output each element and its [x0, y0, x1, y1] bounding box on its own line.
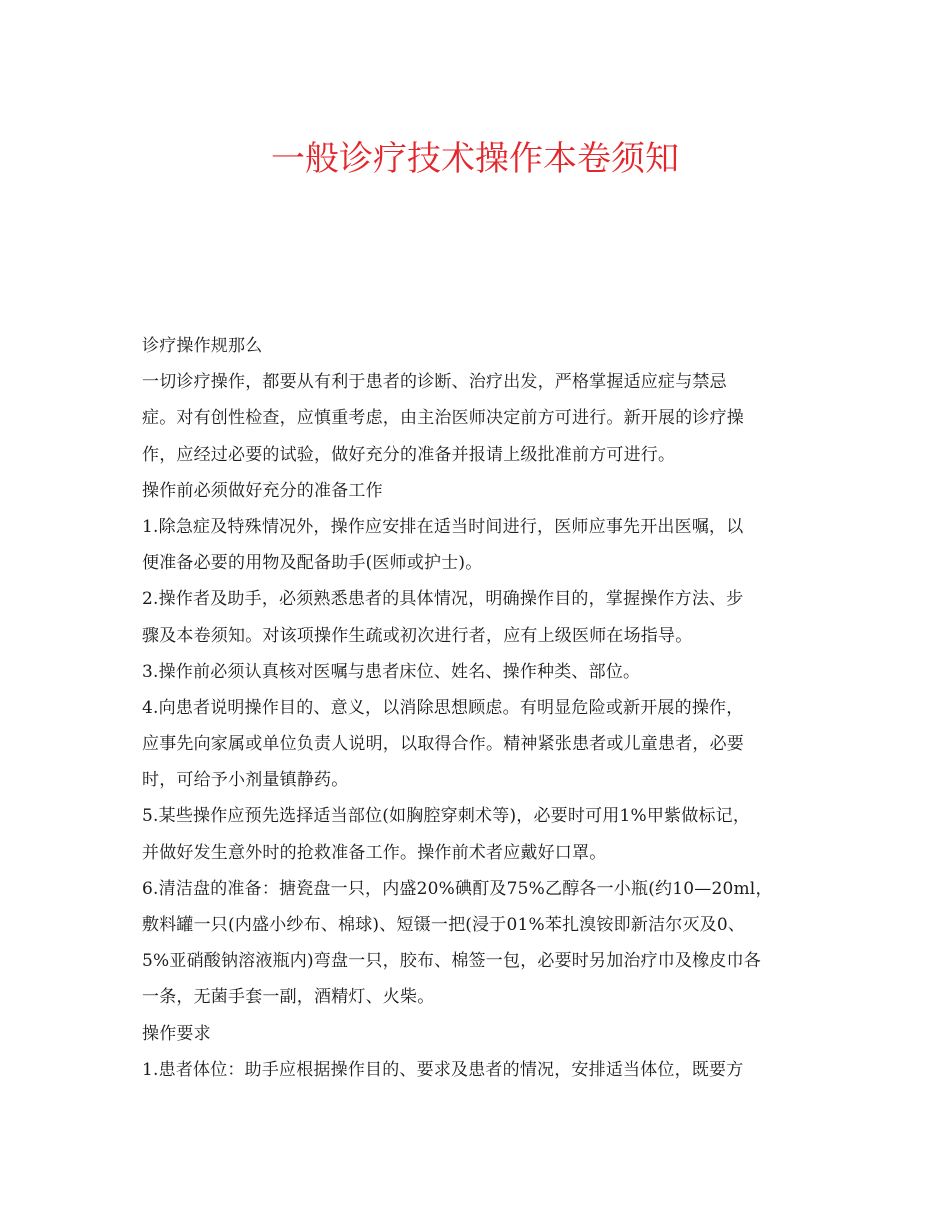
body-line: 2.操作者及助手，必须熟悉患者的具体情况，明确操作目的，掌握操作方法、步: [142, 589, 744, 610]
document-body: [142, 328, 812, 1088]
body-line: 诊疗操作规那么: [142, 336, 263, 356]
body-line: 4.向患者说明操作目的、意义，以消除思想顾虑。有明显危险或新开展的操作，: [142, 697, 744, 718]
body-line: 6.清洁盘的准备：搪瓷盘一只，内盛20%碘酊及75%乙醇各一小瓶(约10—20ml，: [142, 878, 773, 899]
body-line: 便准备必要的用物及配备助手(医师或护士)。: [142, 553, 483, 574]
body-line: 5.某些操作应预先选择适当部位(如胸腔穿刺术等)，必要时可用1%甲紫做标记，: [142, 806, 751, 827]
body-line: 敷料罐一只(内盛小纱布、棉球)、短镊一把(浸于01%苯扎溴铵即新洁尔灭及0、: [142, 915, 746, 935]
body-line: 症。对有创性检查，应慎重考虑，由主治医师决定前方可进行。新开展的诊疗操: [142, 408, 744, 429]
body-line: 操作要求: [142, 1023, 211, 1044]
body-line: 时，可给予小剂量镇静药。: [142, 770, 349, 791]
body-line: 操作前必须做好充分的准备工作: [142, 480, 383, 501]
body-line: 3.操作前必须认真核对医嘱与患者床位、姓名、操作种类、部位。: [142, 661, 641, 682]
body-line: 并做好发生意外时的抢救准备工作。操作前术者应戴好口罩。: [142, 842, 607, 863]
body-line: 应事先向家属或单位负责人说明，以取得合作。精神紧张患者或儿童患者，必要: [142, 734, 744, 755]
body-line: 1.患者体位：助手应根据操作目的、要求及患者的情况，安排适当体位，既要方: [142, 1059, 744, 1080]
body-line: 作，应经过必要的试验，做好充分的准备并报请上级批准前方可进行。: [142, 444, 676, 465]
body-line: 5%亚硝酸钠溶液瓶内)弯盘一只，胶布、棉签一包，必要时另加治疗巾及橡皮巾各: [142, 951, 761, 972]
body-line: 一切诊疗操作，都要从有利于患者的诊断、治疗出发，严格掌握适应症与禁忌: [142, 372, 727, 393]
body-line: 一条，无菌手套一副，酒精灯、火柴。: [142, 987, 435, 1008]
body-line: 骤及本卷须知。对该项操作生疏或初次进行者，应有上级医师在场指导。: [142, 625, 693, 646]
body-line: 1.除急症及特殊情况外，操作应安排在适当时间进行，医师应事先开出医嘱，以: [142, 516, 744, 537]
document-title: 一般诊疗技术操作本卷须知: [271, 139, 679, 179]
